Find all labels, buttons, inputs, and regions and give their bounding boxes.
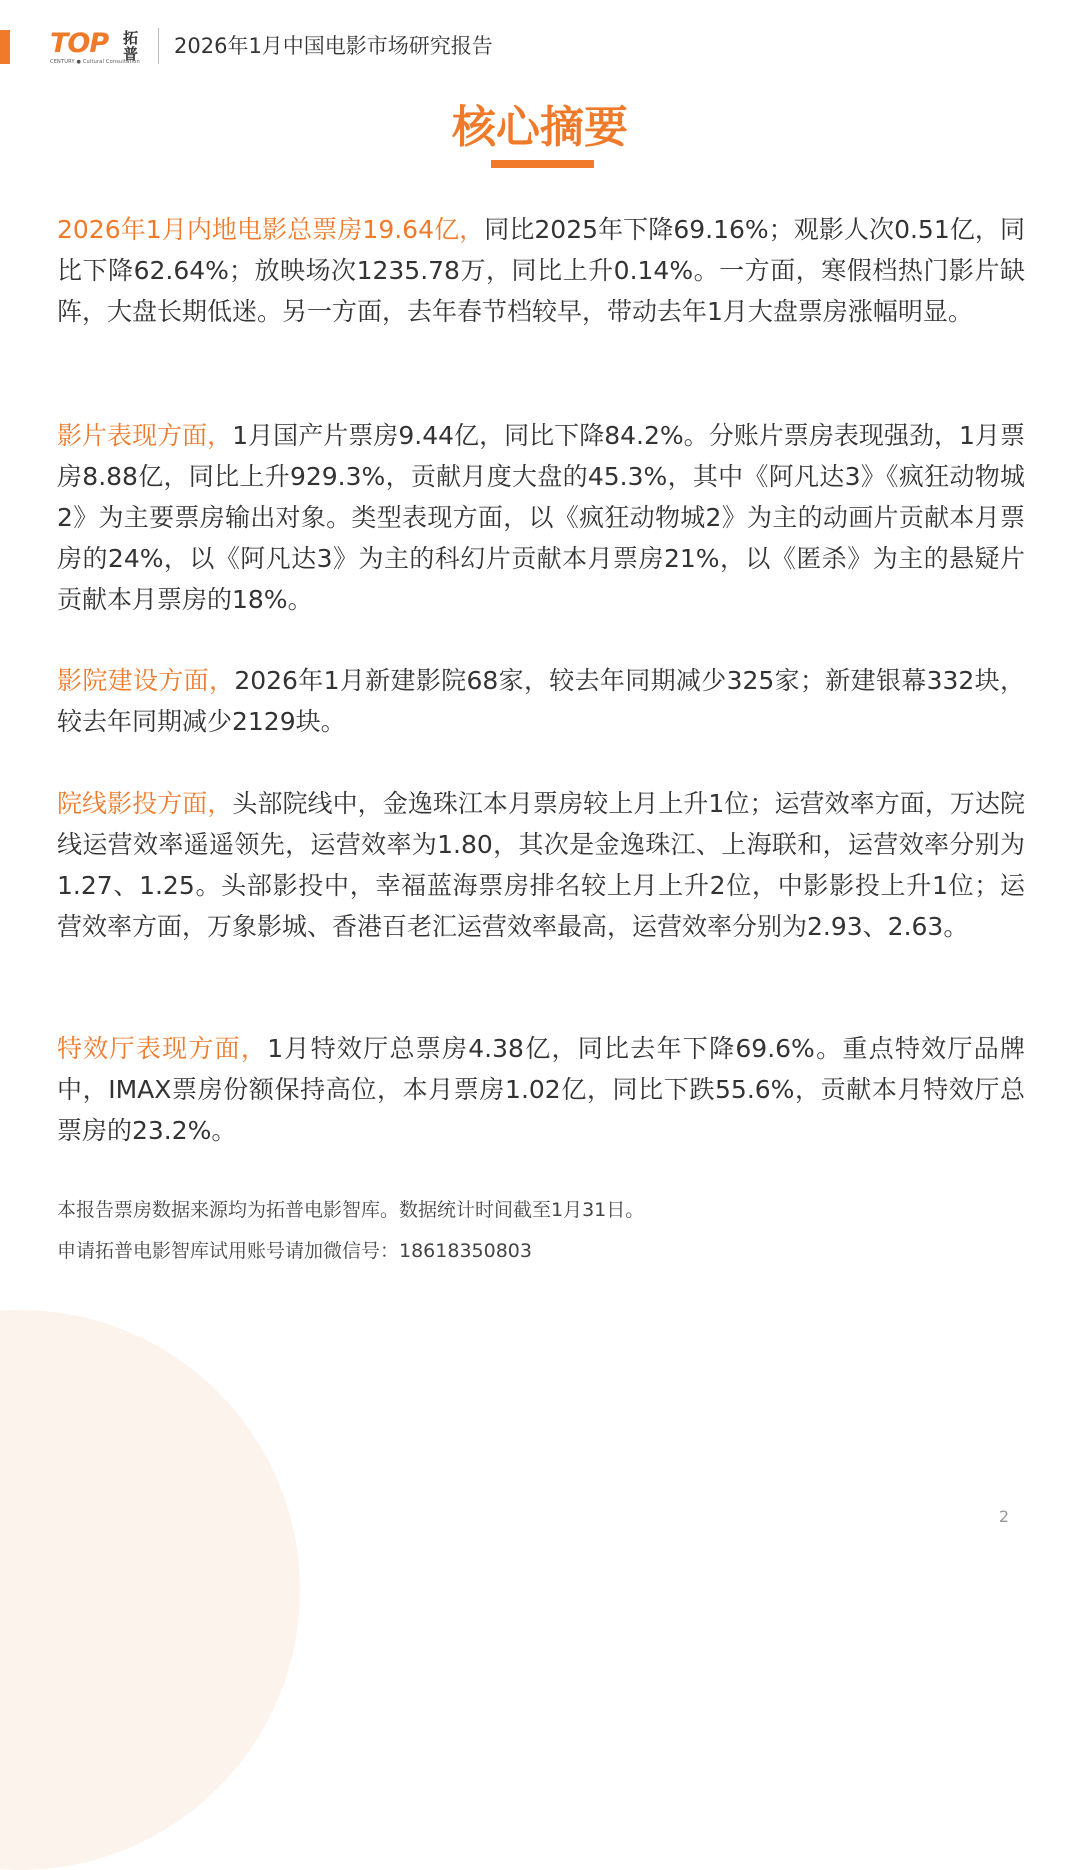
data-source-note: 本报告票房数据来源均为拓普电影智库。数据统计时间截至1月31日。	[57, 1199, 645, 1221]
header-accent-bar	[0, 30, 10, 64]
section-body: 同比2025年下降69.16%；观影人次0.51亿，同比下降62.64%；放映场次1235.78万，同比上升0.14%。一方面，寒假档热门影片缺阵，大盘长期低迷。另一方面，去年春节档较早，带动去年1月大盘票房涨幅明显。	[57, 215, 1025, 326]
section-body: 头部院线中，金逸珠江本月票房较上月上升1位；运营效率方面，万达院线运营效率遥遥领先，运营效率为1.80，其次是金逸珠江、上海联和，运营效率分别为1.27、1.25。头部影投中，幸福蓝海票房排名较上月上升2位，中影影投上升1位；运营效率方面，万象影城、香港百老汇运营效率最高，运营效率分别为2.93、2.63。	[57, 789, 1025, 941]
report-title: 2026年1月中国电影市场研究报告	[174, 34, 493, 58]
summary-film-performance-section	[57, 415, 1025, 620]
header-divider	[158, 28, 159, 64]
section-body: 1月国产片票房9.44亿，同比下降84.2%。分账片票房表现强劲，1月票房8.88亿，同比上升929.3%，贡献月度大盘的45.3%，其中《阿凡达3》《疯狂动物城2》为主要票房输出对象。类型表现方面，以《疯狂动物城2》为主的动画片贡献本月票房的24%，以《阿凡达3》为主的科幻片贡献本月票房21%，以《匿杀》为主的悬疑片贡献本月票房的18%。	[57, 421, 1025, 614]
section-lead: 2026年1月内地电影总票房19.64亿，	[57, 215, 485, 244]
section-lead: 院线影投方面，	[57, 789, 233, 818]
brand-logo	[50, 28, 150, 68]
title-underline	[491, 160, 594, 168]
logo-tagline: CENTURY ● Cultural Consultation	[50, 59, 140, 65]
page-number: 2	[998, 1507, 1010, 1526]
logo-chinese-name: 拓普	[123, 29, 139, 63]
summary-cinema-construction-section	[57, 660, 1025, 742]
page-title: 核心摘要	[452, 102, 628, 153]
section-body: 2026年1月新建影院68家，较去年同期减少325家；新建银幕332块，较去年同期减少2129块。	[57, 666, 1025, 736]
summary-circuit-investment-section	[57, 783, 1025, 947]
section-lead: 影院建设方面，	[57, 666, 235, 695]
section-lead: 特效厅表现方面，	[57, 1034, 268, 1063]
section-body: 1月特效厅总票房4.38亿，同比去年下降69.6%。重点特效厅品牌中，IMAX票房份额保持高位，本月票房1.02亿，同比下跌55.6%，贡献本月特效厅总票房的23.2%。	[57, 1034, 1025, 1145]
summary-box-office-section	[57, 209, 1025, 332]
background-circle-decoration	[0, 1310, 300, 1870]
logo-wordmark: TOP	[50, 28, 109, 59]
trial-account-note: 申请拓普电影智库试用账号请加微信号：18618350803	[57, 1240, 532, 1262]
section-lead: 影片表现方面，	[57, 421, 233, 450]
summary-premium-screen-section	[57, 1028, 1025, 1151]
